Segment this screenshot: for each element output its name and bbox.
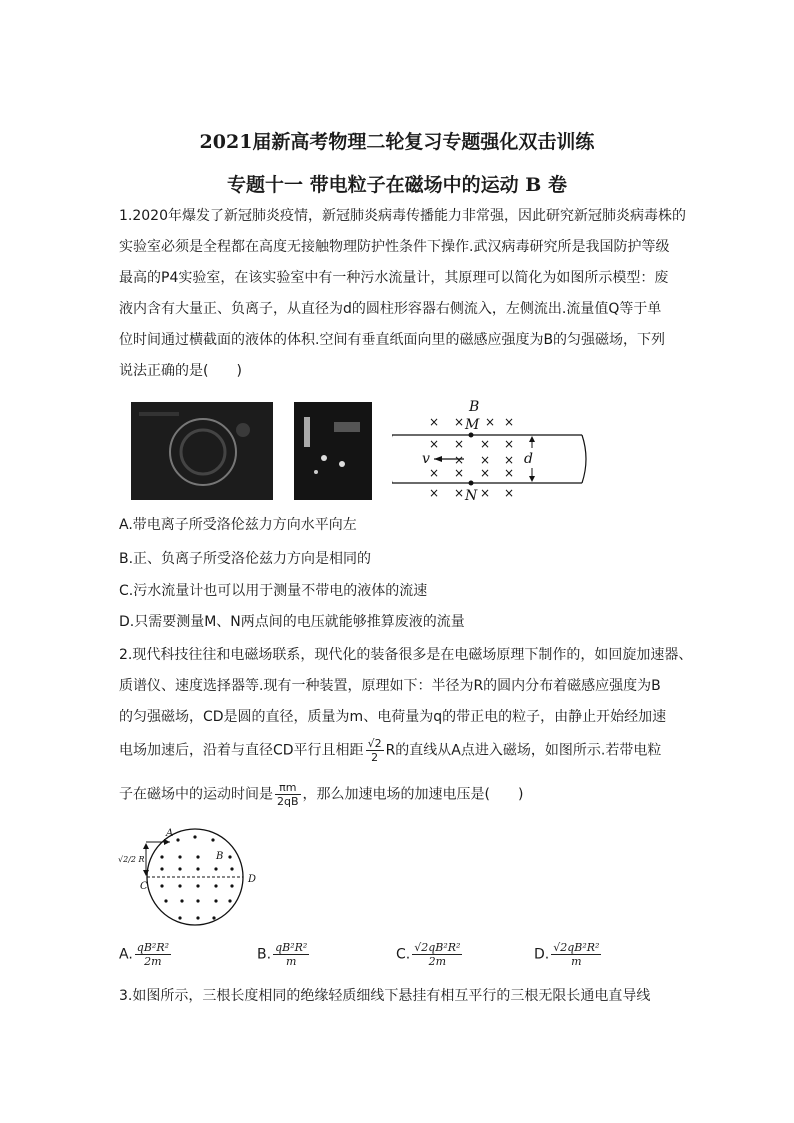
svg-text:×: × [504, 486, 515, 500]
svg-text:×: × [480, 466, 491, 480]
q2-line5-pre: 子在磁场中的运动时间是 [119, 786, 273, 803]
doc-title: 2021届新高考物理二轮复习专题强化双击训练 [199, 131, 595, 153]
q2-line4-post: R的直线从A点进入磁场，如图所示.若带电粒 [385, 742, 662, 759]
q1-option-c: C.污水流量计也可以用于测量不带电的液体的流速 [119, 583, 428, 599]
svg-text:×: × [454, 486, 465, 500]
label-C: C [140, 881, 148, 892]
q1-line: 位时间通过横截面的液体的体积.空间有垂直纸面向里的磁感应强度为B的匀强磁场，下列 [119, 332, 666, 348]
svg-text:×: × [429, 437, 440, 451]
label-N: N [465, 488, 478, 504]
lab-photo-1 [131, 402, 273, 500]
time-fraction: $\frac{\pi m}{2qB}$ [277, 781, 299, 808]
svg-text:×: × [429, 466, 440, 480]
svg-text:×: × [504, 466, 515, 480]
label-dist: √2/2 R [118, 855, 145, 864]
magnetic-circle-diagram [118, 826, 268, 931]
q2-option-b: B. $\frac{\text{qB²R²}}{m}$ [257, 941, 308, 968]
q2-line: 的匀强磁场，CD是圆的直径，质量为m、电荷量为q的带正电的粒子，由静止开始经加速 [119, 709, 667, 725]
flow-meter-diagram [392, 396, 597, 506]
q1-option-b: B.正、负离子所受洛伦兹力方向是相同的 [119, 551, 372, 567]
doc-subtitle: 专题十一 带电粒子在磁场中的运动 B 卷 [227, 174, 567, 196]
q2-line [119, 781, 523, 808]
svg-text:×: × [504, 415, 515, 429]
svg-text:×: × [454, 453, 465, 467]
svg-text:×: × [504, 453, 515, 467]
svg-text:×: × [429, 415, 440, 429]
label-B: B [469, 399, 480, 415]
label-v: v [422, 451, 430, 467]
q1-option-a: A.带电离子所受洛伦兹力方向水平向左 [119, 517, 357, 533]
svg-text:×: × [480, 453, 491, 467]
q2-option-a: A. $\frac{\text{qB²R²}}{2m}$ [119, 941, 170, 968]
svg-text:×: × [485, 415, 496, 429]
label-D: D [248, 874, 257, 885]
q1-option-d: D.只需要测量M、N两点间的电压就能够推算废液的流量 [119, 614, 465, 630]
svg-text:×: × [504, 437, 515, 451]
label-M: M [465, 417, 480, 433]
lab-photo-2 [294, 402, 372, 500]
q2-line4-pre: 电场加速后，沿着与直径CD平行且相距 [119, 742, 364, 759]
q2-line: 2.现代科技往往和电磁场联系，现代化的装备很多是在电磁场原理下制作的，如回旋加速器、 [119, 647, 693, 663]
q2-option-d: D. $\frac{\text{√2qB²R²}}{m}$ [534, 941, 600, 968]
q1-line: 说法正确的是( ) [119, 363, 242, 379]
label-B: B [216, 851, 224, 862]
q2-line: 质谱仪、速度选择器等.现有一种装置，原理如下：半径为R的圆内分布着磁感应强度为B [119, 678, 661, 694]
q1-line: 实验室必须是全程都在高度无接触物理防护性条件下操作.武汉病毒研究所是我国防护等级 [119, 239, 670, 255]
svg-text:×: × [429, 486, 440, 500]
q2-line [119, 737, 661, 764]
q3-line: 3.如图所示，三根长度相同的绝缘轻质细线下悬挂有相互平行的三根无限长通电直导线 [119, 988, 651, 1004]
sqrt2-over-2-fraction: $\frac{√2}{2}$ [367, 737, 382, 764]
svg-text:×: × [480, 486, 491, 500]
svg-text:×: × [454, 437, 465, 451]
q1-line: 1.2020年爆发了新冠肺炎疫情，新冠肺炎病毒传播能力非常强，因此研究新冠肺炎病毒株的 [119, 208, 686, 224]
q1-line: 液内含有大量正、负离子，从直径为d的圆柱形容器右侧流入，左侧流出.流量值Q等于单 [119, 301, 662, 317]
q1-line: 最高的P4实验室，在该实验室中有一种污水流量计，其原理可以简化为如图所示模型：废 [119, 270, 669, 286]
q2-option-c: C. $\frac{\text{√2qB²R²}}{2m}$ [396, 941, 461, 968]
label-A: A [166, 828, 174, 839]
svg-text:×: × [454, 415, 465, 429]
svg-text:×: × [454, 466, 465, 480]
label-d: d [524, 451, 533, 467]
q2-line5-post: ，那么加速电场的加速电压是( ) [302, 786, 524, 803]
svg-text:×: × [480, 437, 491, 451]
